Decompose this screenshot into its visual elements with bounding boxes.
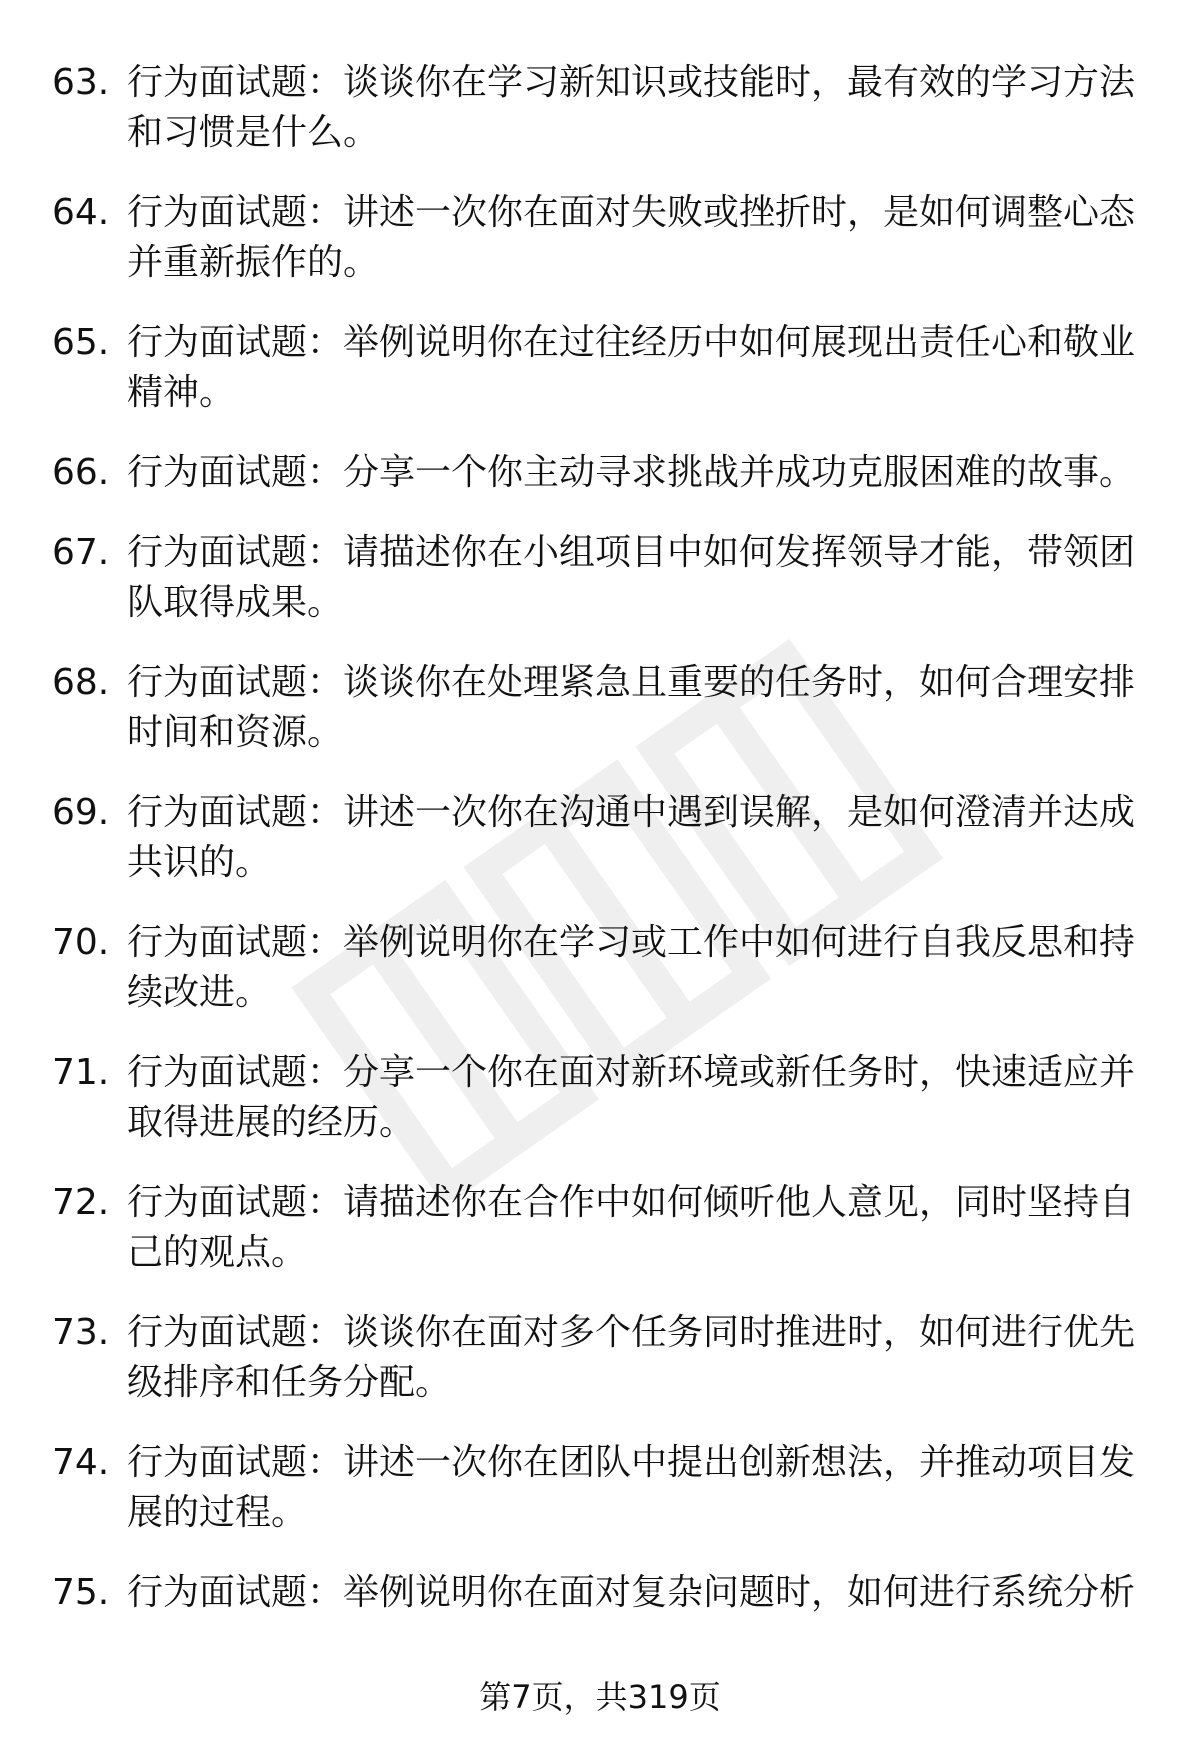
question-text: 行为面试题：谈谈你在学习新知识或技能时，最有效的学习方法和习惯是什么。 xyxy=(127,62,1136,153)
question-number: 72. xyxy=(52,1182,110,1223)
question-item xyxy=(52,1048,1152,1148)
question-text: 行为面试题：分享一个你在面对新环境或新任务时，快速适应并取得进展的经历。 xyxy=(127,1052,1136,1143)
question-number: 66. xyxy=(52,452,110,493)
question-item xyxy=(52,448,1152,498)
question-number: 69. xyxy=(52,792,110,833)
question-item xyxy=(52,658,1152,758)
question-item xyxy=(52,1178,1152,1278)
question-item xyxy=(52,1308,1152,1408)
question-item xyxy=(52,1568,1152,1618)
page-number-footer: 第7页，共319页 xyxy=(479,1678,721,1716)
question-item xyxy=(52,1438,1152,1538)
question-text: 行为面试题：谈谈你在面对多个任务同时推进时，如何进行优先级排序和任务分配。 xyxy=(127,1312,1136,1403)
question-text: 行为面试题：举例说明你在面对复杂问题时，如何进行系统分析 xyxy=(127,1572,1136,1613)
question-number: 73. xyxy=(52,1312,110,1353)
question-number: 70. xyxy=(52,922,110,963)
question-text: 行为面试题：讲述一次你在面对失败或挫折时，是如何调整心态并重新振作的。 xyxy=(127,192,1136,283)
question-text: 行为面试题：讲述一次你在团队中提出创新想法，并推动项目发展的过程。 xyxy=(127,1442,1136,1533)
question-item xyxy=(52,318,1152,418)
question-text: 行为面试题：举例说明你在过往经历中如何展现出责任心和敬业精神。 xyxy=(127,322,1136,413)
question-number: 65. xyxy=(52,322,110,363)
question-number: 67. xyxy=(52,532,110,573)
question-text: 行为面试题：请描述你在小组项目中如何发挥领导才能，带领团队取得成果。 xyxy=(127,532,1136,623)
question-text: 行为面试题：谈谈你在处理紧急且重要的任务时，如何合理安排时间和资源。 xyxy=(127,662,1136,753)
question-number: 68. xyxy=(52,662,110,703)
question-number: 63. xyxy=(52,62,110,103)
question-item xyxy=(52,58,1152,158)
question-item xyxy=(52,918,1152,1018)
question-text: 行为面试题：分享一个你主动寻求挑战并成功克服困难的故事。 xyxy=(127,452,1136,493)
question-text: 行为面试题：请描述你在合作中如何倾听他人意见，同时坚持自己的观点。 xyxy=(127,1182,1136,1273)
question-number: 71. xyxy=(52,1052,110,1093)
question-item xyxy=(52,788,1152,888)
question-item xyxy=(52,188,1152,288)
question-text: 行为面试题：举例说明你在学习或工作中如何进行自我反思和持续改进。 xyxy=(127,922,1136,1013)
question-number: 64. xyxy=(52,192,110,233)
question-list xyxy=(52,58,1152,1648)
question-number: 75. xyxy=(52,1572,110,1613)
question-text: 行为面试题：讲述一次你在沟通中遇到误解，是如何澄清并达成共识的。 xyxy=(127,792,1136,883)
question-item xyxy=(52,528,1152,628)
question-number: 74. xyxy=(52,1442,110,1483)
